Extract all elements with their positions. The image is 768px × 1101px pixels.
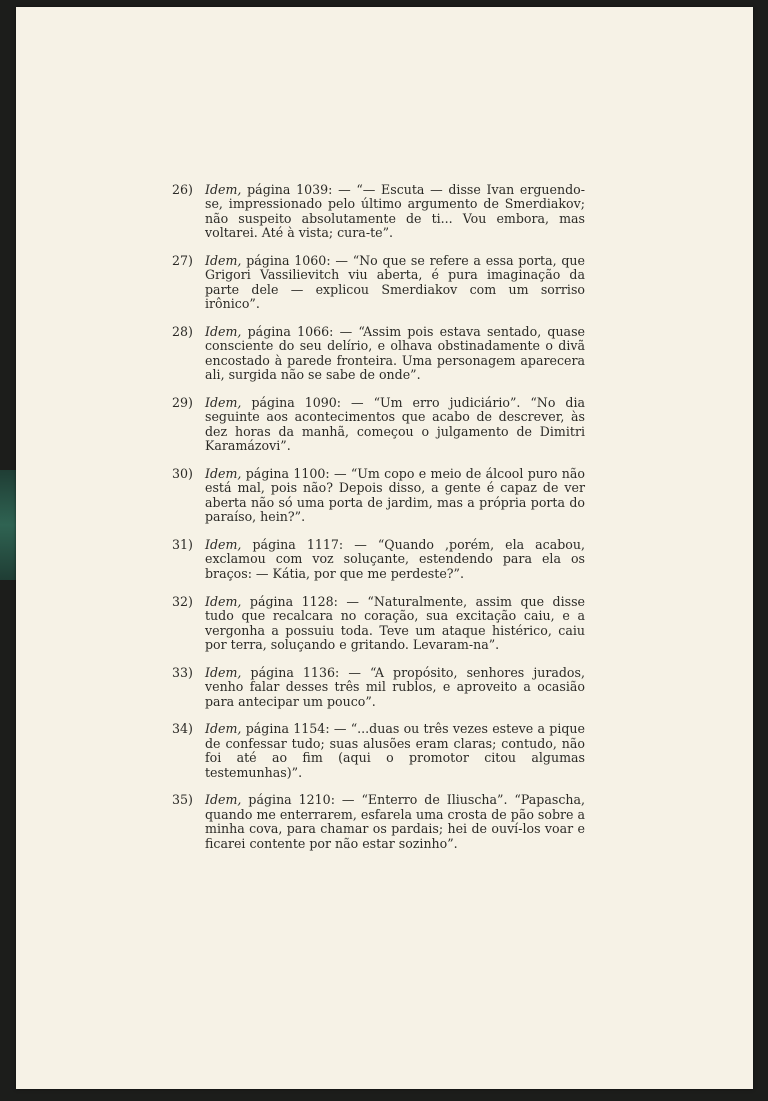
footnote-reference: página 1154: [245, 721, 330, 737]
footnote-text: — “— Escuta — disse Ivan erguendo-se, impressionado pelo último argumento de Smerdiakov; não suspeito absolutamente de ti... Vou embora, mas voltarei. Até à vista; cura-te”. [205, 182, 585, 241]
footnote-source: Idem, [205, 324, 242, 340]
footnote-source: Idem, [205, 466, 242, 482]
footnote-source: Idem, [205, 593, 242, 609]
footnote-34 [172, 722, 585, 780]
footnote-reference: página 1100: [245, 466, 330, 482]
footnote-35 [172, 793, 585, 851]
footnote-text: — “A propósito, senhores jurados, venho falar desses três mil rublos, e aproveito a ocasião para antecipar um pouco”. [205, 664, 585, 709]
footnote-number: 28) [172, 324, 193, 340]
footnote-text: — “Naturalmente, assim que disse tudo que recalcara no coração, sua excitação caiu, e a vergonha a possuiu toda. Teve um ataque histérico, caiu por terra, soluçando e gritando. Levaram-na”. [205, 593, 585, 652]
footnote-source: Idem, [205, 182, 242, 197]
footnote-reference: página 1039: [247, 182, 333, 197]
footnote-source: Idem, [205, 395, 242, 411]
footnote-number: 32) [172, 593, 193, 609]
footnote-source: Idem, [205, 537, 242, 553]
footnote-source: Idem, [205, 253, 242, 269]
footnote-32 [172, 595, 585, 653]
footnote-text: — “Enterro de Iliuscha”. “Papascha, quando me enterrarem, esfarela uma crosta de pão sobre a minha cova, para chamar os pardais; hei de ouví-los voar e ficarei contente por não estar sozinho”. [205, 792, 586, 851]
footnote-reference: página 1210: [248, 792, 335, 808]
footnote-27 [172, 254, 585, 312]
footnote-text: — “No que se refere a essa porta, que Grigori Vassilievitch viu aberta, é pura imaginação da parte dele — explicou Smerdiakov com um sorriso irônico”. [205, 253, 585, 312]
footnote-reference: página 1128: [249, 593, 338, 609]
footnote-number: 31) [172, 537, 193, 553]
footnote-reference: página 1090: [251, 395, 341, 411]
footnote-28 [172, 325, 585, 383]
footnote-reference: página 1117: [252, 537, 344, 553]
footnote-number: 29) [172, 395, 193, 411]
footnote-source: Idem, [205, 792, 242, 808]
footnote-text: — “...duas ou três vezes esteve a pique de confessar tudo; suas alusões eram claras; contudo, não foi até ao fim (aqui o promotor citou algumas testemunhas)”. [205, 721, 585, 780]
footnote-text: — “Um erro judiciário”. “No dia seguinte aos acontecimentos que acabo de descrever, às dez horas da manhã, começou o julgamento de Dimitri Karamázovi”. [205, 395, 585, 454]
footnote-list [172, 183, 585, 864]
footnote-source: Idem, [205, 721, 242, 737]
footnote-number: 34) [172, 721, 193, 737]
footnote-30 [172, 467, 585, 525]
footnote-reference: página 1136: [250, 664, 340, 680]
footnote-number: 33) [172, 664, 193, 680]
footnote-26 [172, 183, 585, 241]
footnote-31 [172, 538, 585, 581]
footnote-number: 26) [172, 182, 193, 197]
footnote-text: — “Assim pois estava sentado, quase consciente do seu delírio, e olhava obstinadamente o divã encostado à parede fronteira. Uma personagem aparecera ali, surgida não se sabe de onde”. [205, 324, 585, 383]
footnote-source: Idem, [205, 664, 242, 680]
footnote-number: 30) [172, 466, 193, 482]
footnote-number: 27) [172, 253, 193, 269]
footnote-reference: página 1066: [247, 324, 334, 340]
footnote-text: — “Um copo e meio de álcool puro não está mal, pois não? Depois disso, a gente é capaz de ver aberta não só uma porta de jardim, mas a própria porta do paraíso, hein?”. [205, 466, 585, 525]
footnote-reference: página 1060: [246, 253, 331, 269]
footnote-text: — “Quando ,porém, ela acabou, exclamou com voz soluçante, estendendo para ela os braços: — Kátia, por que me perdeste?”. [205, 537, 585, 581]
footnote-29 [172, 396, 585, 454]
footnote-33 [172, 666, 585, 709]
footnote-number: 35) [172, 792, 193, 808]
